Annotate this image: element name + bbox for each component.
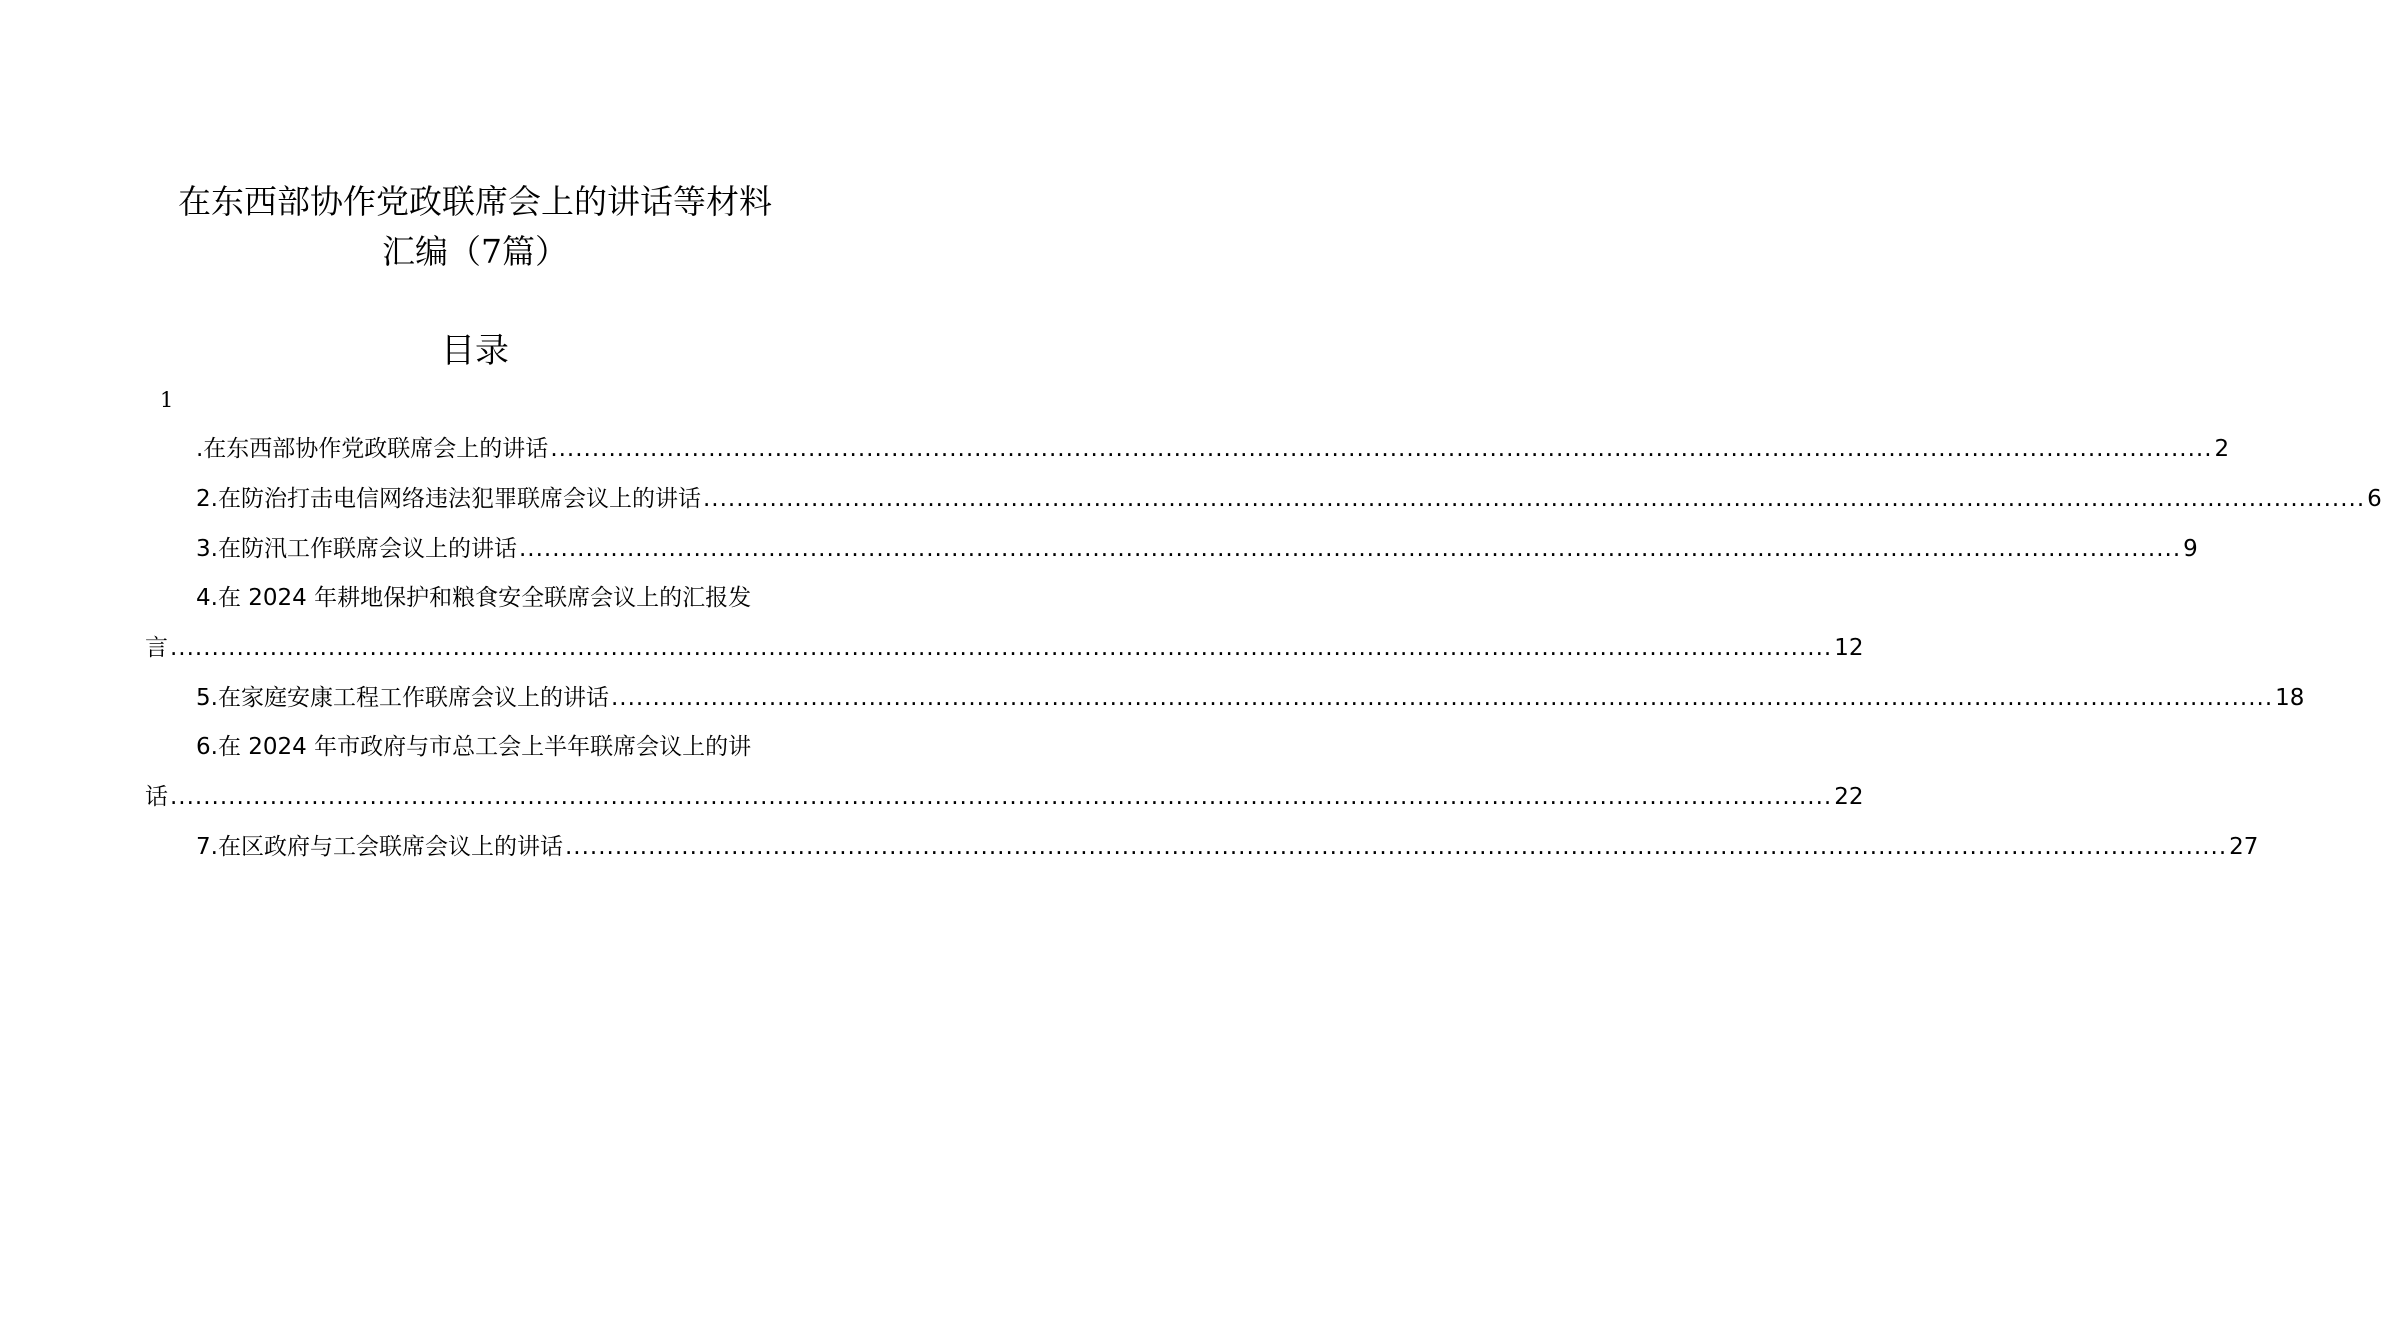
document-title-line-2 bbox=[0, 232, 950, 272]
toc-entry-7[interactable] bbox=[196, 831, 2259, 863]
toc-entry-1[interactable] bbox=[196, 433, 2230, 465]
toc-entry-title: 7.在区政府与工会联席会议上的讲话 bbox=[196, 834, 563, 860]
toc-entry-6[interactable] bbox=[196, 731, 806, 763]
toc-entry-title-continuation: 言 bbox=[145, 635, 168, 661]
toc-entry-title: 5.在家庭安康工程工作联席会议上的讲话 bbox=[196, 685, 609, 711]
toc-entry-page: 12 bbox=[1834, 635, 1864, 661]
toc-entry-4-continuation[interactable] bbox=[145, 632, 1864, 664]
toc-leader-dots: ........................................................................................................................................................................................................ bbox=[170, 784, 1833, 810]
toc-entry-title: 6.在 2024 年市政府与市总工会上半年联席会议上的讲 bbox=[196, 734, 752, 760]
toc-entry-title: 2.在防治打击电信网络违法犯罪联席会议上的讲话 bbox=[196, 486, 701, 512]
toc-leader-dots: ........................................................................................................................................................................................................ bbox=[550, 436, 2213, 462]
toc-leader-dots: ........................................................................................................................................................................................................ bbox=[702, 486, 2366, 512]
toc-entry-page: 2 bbox=[2214, 436, 2230, 462]
toc-entry-page: 6 bbox=[2367, 486, 2382, 512]
toc-leader-dots: ........................................................................................................................................................................................................ bbox=[610, 685, 2274, 711]
title-count: 7 bbox=[481, 232, 502, 271]
document-title-line-1: 在东西部协作党政联席会上的讲话等材料 bbox=[178, 182, 772, 221]
toc-entry-2[interactable] bbox=[196, 483, 2382, 515]
toc-entry-page: 22 bbox=[1834, 784, 1864, 810]
toc-entry-title: .在东西部协作党政联席会上的讲话 bbox=[196, 436, 549, 462]
toc-entry-4[interactable] bbox=[196, 582, 806, 614]
toc-leader-dots: ........................................................................................................................................................................................................ bbox=[170, 635, 1833, 661]
toc-leader-dots: ........................................................................................................................................................................................................ bbox=[518, 536, 2182, 562]
toc-entry-title-continuation: 话 bbox=[145, 784, 168, 810]
toc-entry-page: 9 bbox=[2183, 536, 2198, 562]
toc-entry-page: 27 bbox=[2229, 834, 2259, 860]
toc-leader-dots: ........................................................................................................................................................................................................ bbox=[564, 834, 2228, 860]
page-marker: 1 bbox=[160, 388, 174, 412]
toc-entry-title: 3.在防汛工作联席会议上的讲话 bbox=[196, 536, 517, 562]
title-prefix: 汇编（ bbox=[382, 232, 481, 271]
toc-entry-6-continuation[interactable] bbox=[145, 781, 1864, 813]
title-suffix: 篇） bbox=[502, 232, 568, 271]
toc-entry-page: 18 bbox=[2275, 685, 2305, 711]
toc-entry-5[interactable] bbox=[196, 682, 2305, 714]
toc-entry-title: 4.在 2024 年耕地保护和粮食安全联席会议上的汇报发 bbox=[196, 585, 752, 611]
toc-heading: 目录 bbox=[441, 331, 509, 371]
toc-entry-3[interactable] bbox=[196, 533, 2198, 565]
